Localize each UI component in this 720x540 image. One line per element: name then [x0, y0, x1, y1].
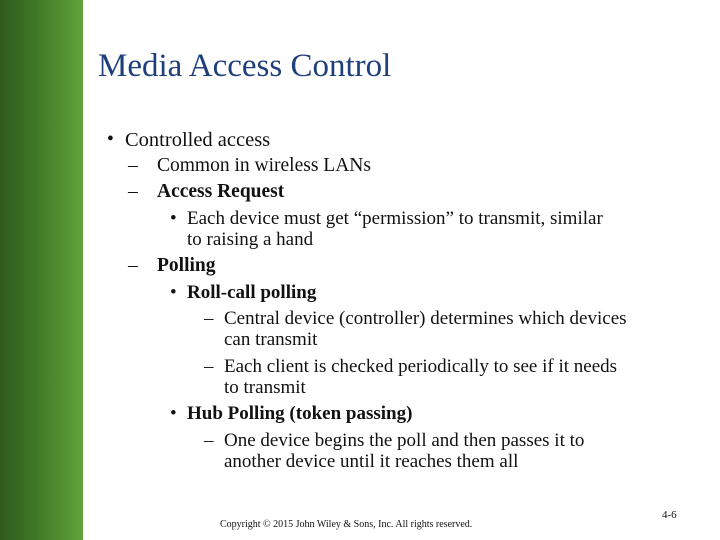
dash-marker: – [204, 430, 214, 451]
copyright-footer: Copyright © 2015 John Wiley & Sons, Inc. All rights reserved. [220, 519, 473, 530]
bullet-polling: Polling [157, 255, 216, 276]
bullet-hub-polling: Hub Polling (token passing) [187, 403, 413, 424]
bullet-one-device-line2: another device until it reaches them all [224, 451, 519, 472]
bullet-permission-line2: to raising a hand [187, 229, 314, 250]
bullet-each-client-line2: to transmit [224, 377, 306, 398]
bullet-access-request: Access Request [157, 181, 285, 202]
dash-marker: – [128, 155, 138, 176]
bullet-each-client-line1: Each client is checked periodically to see if it needs [224, 356, 618, 377]
bullet-marker: • [107, 129, 114, 150]
bullet-marker: • [170, 208, 177, 229]
page-number: 4-6 [662, 509, 677, 521]
bullet-permission-line1: Each device must get “permission” to transmit, similar [187, 208, 603, 229]
slide-title: Media Access Control [98, 48, 392, 84]
dash-marker: – [128, 181, 138, 202]
dash-marker: – [204, 308, 214, 329]
bullet-roll-call: Roll-call polling [187, 282, 317, 303]
dash-marker: – [128, 255, 138, 276]
bullet-central-device-line1: Central device (controller) determines which devices [224, 308, 627, 329]
bullet-marker: • [170, 403, 177, 424]
bullet-one-device-line1: One device begins the poll and then passes it to [224, 430, 585, 451]
dash-marker: – [204, 356, 214, 377]
bullet-marker: • [170, 282, 177, 303]
bullet-common-wireless: Common in wireless LANs [157, 155, 371, 176]
bullet-controlled-access: Controlled access [125, 129, 271, 151]
bullet-central-device-line2: can transmit [224, 329, 318, 350]
